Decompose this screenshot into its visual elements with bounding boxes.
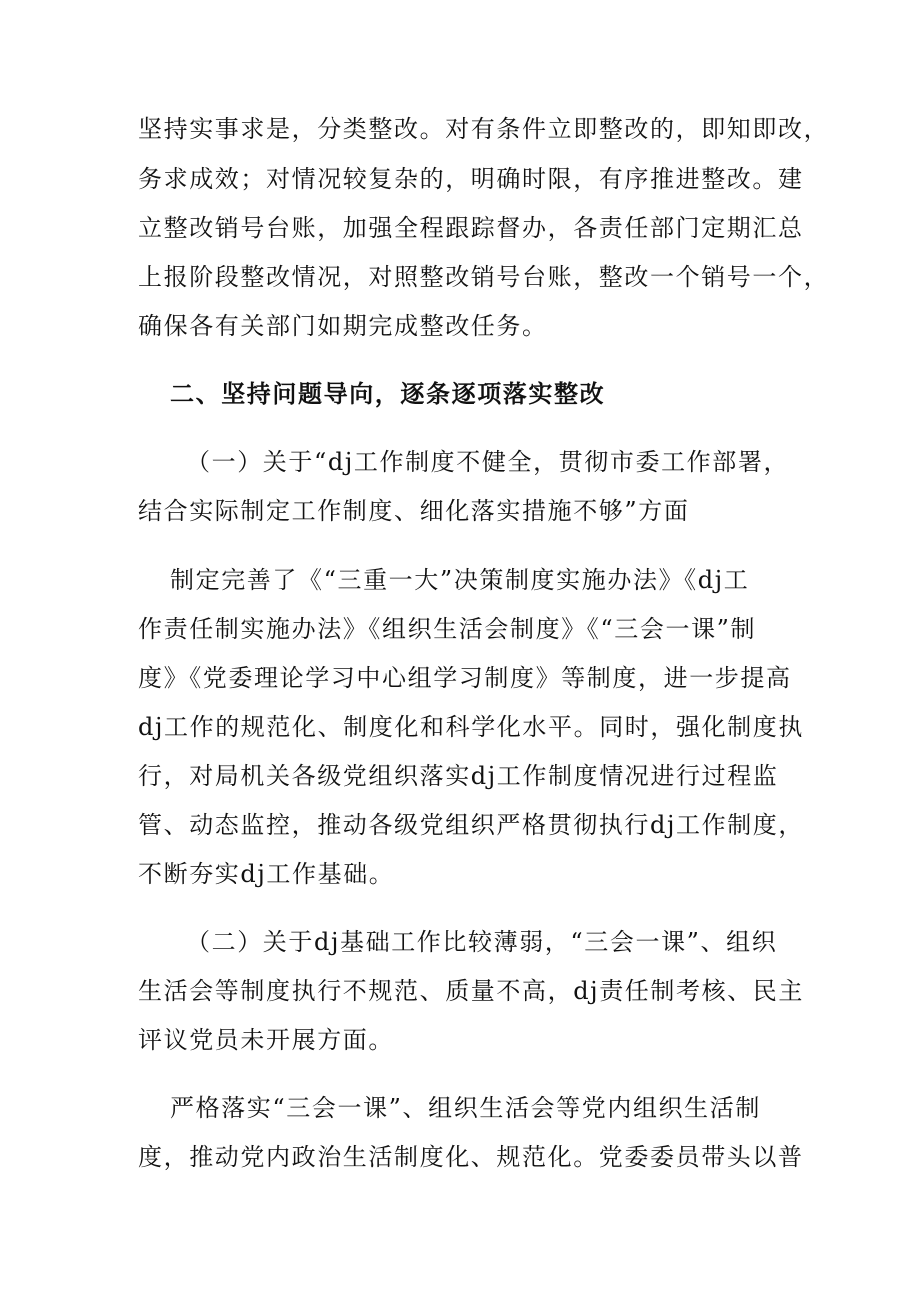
paragraph-line: 制定完善了《“三重一大”决策制度实施办法》《dj工	[170, 566, 750, 594]
paragraph-line: 上报阶段整改情况，对照整改销号台账，整改一个销号一个，	[138, 263, 830, 291]
subsection-line: 生活会等制度执行不规范、质量不高，dj责任制考核、民主	[138, 977, 805, 1005]
paragraph-line: 不断夯实dj工作基础。	[138, 860, 395, 888]
subsection-line: 结合实际制定工作制度、细化落实措施不够”方面	[138, 497, 690, 525]
paragraph-line: 立整改销号台账，加强全程跟踪督办，各责任部门定期汇总	[138, 214, 804, 242]
paragraph-line: 管、动态监控，推动各级党组织严格贯彻执行dj工作制度，	[138, 811, 805, 839]
paragraph-line: 严格落实“三会一课”、组织生活会等党内组织生活制	[170, 1094, 761, 1122]
subsection-line: （二）关于dj基础工作比较薄弱，“三会一课”、组织	[186, 928, 778, 956]
paragraph-line: 行，对局机关各级党组织落实dj工作制度情况进行过程监	[138, 762, 779, 790]
paragraph-line: 确保各有关部门如期完成整改任务。	[138, 312, 548, 340]
subsection-line: 评议党员未开展方面。	[138, 1026, 394, 1054]
paragraph-line: 度》《党委理论学习中心组学习制度》等制度，进一步提高	[138, 664, 792, 692]
paragraph-line: 度，推动党内政治生活制度化、规范化。党委委员带头以普	[138, 1143, 804, 1171]
section-heading: 二、坚持问题导向，逐条逐项落实整改	[170, 379, 606, 408]
paragraph-line: 务求成效；对情况较复杂的，明确时限，有序推进整改。建	[138, 165, 804, 193]
paragraph-line: dj工作的规范化、制度化和科学化水平。同时，强化制度执	[138, 713, 805, 741]
subsection-line: （一）关于“dj工作制度不健全，贯彻市委工作部署，	[186, 448, 790, 476]
paragraph-line: 作责任制实施办法》《组织生活会制度》《“三会一课”制	[138, 615, 757, 643]
paragraph-line: 坚持实事求是，分类整改。对有条件立即整改的，即知即改，	[138, 115, 830, 143]
